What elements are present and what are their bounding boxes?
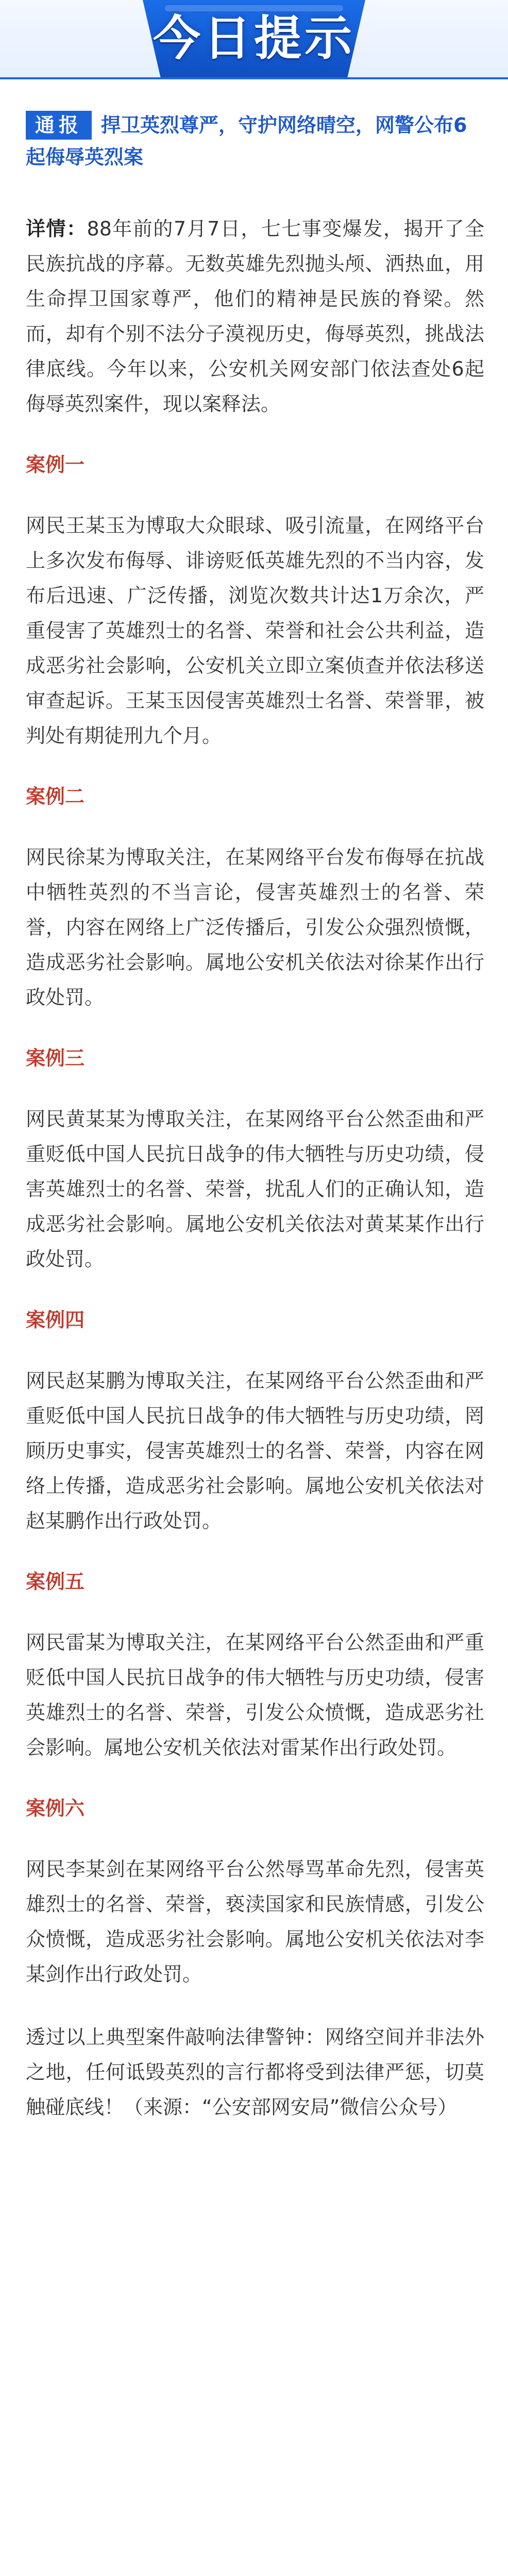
case-3-text: 网民黄某某为博取关注，在某网络平台公然歪曲和严重贬低中国人民抗日战争的伟大牺牲与历史功绩，侵害英雄烈士的名誉、荣誉，扰乱人们的正确认知，造成恶劣社会影响。属地公安机关依法对黄某某作出行政处罚。 xyxy=(26,1108,484,1270)
article-headline xyxy=(26,109,484,173)
article-body xyxy=(26,211,484,2125)
intro-lead: 详情： xyxy=(26,217,87,240)
intro-text: 88年前的7月7日，七七事变爆发，揭开了全民族抗战的序幕。无数英雄先烈抛头颅、洒热血，用生命捍卫国家尊严，他们的精神是民族的脊梁。然而，却有个别不法分子漠视历史，侮辱英烈，挑战法律底线。今年以来，公安机关网安部门依法查处6起侮辱英烈案件，现以案释法。 xyxy=(26,217,484,415)
headline-title: 捍卫英烈尊严，守护网络晴空，网警公布6起侮辱英烈案 xyxy=(26,114,467,168)
banner-divider xyxy=(0,77,508,79)
case-1-text: 网民王某玉为博取大众眼球、吸引流量，在网络平台上多次发布侮辱、诽谤贬低英雄先烈的不当内容，发布后迅速、广泛传播，浏览次数共计达1万余次，严重侵害了英雄烈士的名誉、荣誉和社会公共利益，造成恶劣社会影响，公安机关立即立案侦查并依法移送审查起诉。王某玉因侵害英雄烈士名誉、荣誉罪，被判处有期徒刑九个月。 xyxy=(26,514,484,747)
case-4-title: 案例四 xyxy=(26,1309,85,1331)
top-banner xyxy=(0,0,508,91)
case-6-title: 案例六 xyxy=(26,1797,85,1820)
case-4-text: 网民赵某鹏为博取关注，在某网络平台公然歪曲和严重贬低中国人民抗日战争的伟大牺牲与历史功绩，罔顾历史事实，侵害英雄烈士的名誉、荣誉，内容在网络上传播，造成恶劣社会影响。属地公安机关依法对赵某鹏作出行政处罚。 xyxy=(26,1369,484,1532)
case-6-text: 网民李某剑在某网络平台公然辱骂革命先烈，侵害英雄烈士的名誉、荣誉，亵渎国家和民族情感，引发公众愤慨，造成恶劣社会影响。属地公安机关依法对李某剑作出行政处罚。 xyxy=(26,1858,484,1986)
case-5-text: 网民雷某为博取关注，在某网络平台公然歪曲和严重贬低中国人民抗日战争的伟大牺牲与历史功绩，侵害英雄烈士的名誉、荣誉，引发公众愤慨，造成恶劣社会影响。属地公安机关依法对雷某作出行政处罚。 xyxy=(26,1631,484,1759)
intro-paragraph xyxy=(26,211,484,421)
notice-tag: 通报 xyxy=(26,111,92,140)
case-5-title: 案例五 xyxy=(26,1570,85,1593)
banner-title: 今日提示 xyxy=(153,10,355,66)
case-2-text: 网民徐某为博取关注，在某网络平台发布侮辱在抗战中牺牲英烈的不当言论，侵害英雄烈士的名誉、荣誉，内容在网络上广泛传播后，引发公众强烈愤慨，造成恶劣社会影响。属地公安机关依法对徐某作出行政处罚。 xyxy=(26,846,484,1009)
case-3-title: 案例三 xyxy=(26,1047,85,1070)
case-2-title: 案例二 xyxy=(26,785,85,808)
closing-paragraph: 透过以上典型案件敲响法律警钟：网络空间并非法外之地，任何诋毁英烈的言行都将受到法律严惩，切莫触碰底线！（来源：“公安部网安局”微信公众号） xyxy=(26,2026,484,2119)
case-1-title: 案例一 xyxy=(26,453,85,476)
